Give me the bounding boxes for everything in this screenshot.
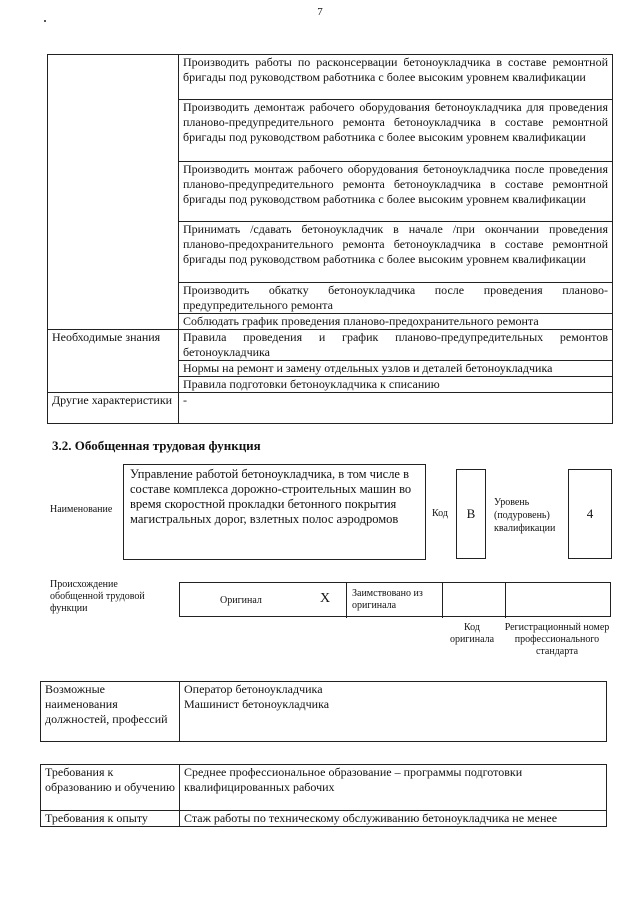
function-name-value: Управление работой бетоноукладчика, в том числе в составе комплекса дорожно-строительных машин во время скоростной прокладки бетонного покрытия магистральных дорог, взлетных полос аэродромов: [130, 467, 412, 526]
level-label: Уровень (подуровень) квалификации: [494, 497, 556, 534]
knowledge-item-2: Нормы на ремонт и замену отдельных узлов и деталей бетоноукладчика: [179, 361, 613, 377]
position-1: Оператор бетоноукладчика: [184, 682, 323, 696]
labor-action-4: Принимать /сдавать бетоноукладчик в начале /при окончании проведения планово-предохранительного ремонта бетоноукладчика в составе ремонтной бригады под руководством работника с более высоким уровнем квалификации: [179, 222, 613, 283]
knowledge-label: Необходимые знания: [48, 330, 179, 393]
level-value-box: [568, 469, 612, 559]
code-value-box: [456, 469, 486, 559]
section-heading: 3.2. Обобщенная трудовая функция: [52, 438, 261, 453]
page-number: 7: [317, 6, 323, 18]
level-value: 4: [586, 506, 594, 521]
knowledge-item-3: Правила подготовки бетоноукладчика к списанию: [179, 377, 613, 393]
labor-actions-table: [47, 54, 613, 424]
origin-divider-1: [346, 582, 347, 618]
scan-speck: [44, 20, 46, 22]
function-name-box: [123, 464, 426, 560]
position-2: Машинист бетоноукладчика: [184, 697, 330, 711]
origin-table: [179, 582, 611, 617]
code-value: B: [466, 506, 476, 521]
labor-action-3: Производить монтаж рабочего оборудования бетоноукладчика после проведения планово-предупредительного ремонта бетоноукладчика в составе ремонтной бригады под руководством работника с более высоким уровнем квалификации: [179, 162, 613, 222]
labor-action-1: Производить работы по расконсервации бетоноукладчика в составе ремонтной бригады под руководством работника с более высоким уровнем квалификации: [179, 55, 613, 100]
labor-actions-label-cell: [48, 55, 179, 330]
other-characteristics-value: -: [179, 393, 613, 424]
code-label: Код: [432, 508, 448, 519]
experience-value: Стаж работы по техническому обслуживанию бетоноукладчика не менее: [180, 811, 607, 827]
experience-label: Требования к опыту: [41, 811, 180, 827]
origin-divider-3: [505, 582, 506, 618]
education-label: Требования к образованию и обучению: [41, 765, 180, 811]
name-label: Наименование: [50, 504, 113, 515]
positions-table: [40, 681, 607, 742]
other-characteristics-label: Другие характеристики: [48, 393, 179, 424]
knowledge-item-1: Правила проведения и график планово-предупредительных ремонтов бетоноукладчика: [179, 330, 613, 361]
labor-action-2: Производить демонтаж рабочего оборудования бетоноукладчика для проведения планово-предупредительного ремонта бетоноукладчика в составе ремонтной бригады под руководством работника с более высоким уровнем квалификации: [179, 100, 613, 162]
original-code-caption: Код оригинала: [449, 622, 495, 645]
origin-label: Происхождение обобщенной трудовой функции: [50, 579, 145, 614]
original-label: Оригинал: [220, 595, 262, 606]
requirements-table: [40, 764, 607, 827]
original-mark: X: [320, 591, 331, 606]
labor-action-5: Производить обкатку бетоноукладчика после проведения планово-предупредительного ремонта: [179, 283, 613, 314]
positions-label: Возможные наименования должностей, профессий: [41, 682, 180, 742]
education-value: Среднее профессиональное образование – программы подготовки квалифицированных рабочих: [180, 765, 607, 811]
borrowed-label: Заимствовано из оригинала: [352, 588, 423, 611]
registration-number-caption: Регистрационный номер профессионального стандарта: [504, 622, 610, 657]
origin-divider-2: [442, 582, 443, 618]
labor-action-6: Соблюдать график проведения планово-предохранительного ремонта: [179, 314, 613, 330]
